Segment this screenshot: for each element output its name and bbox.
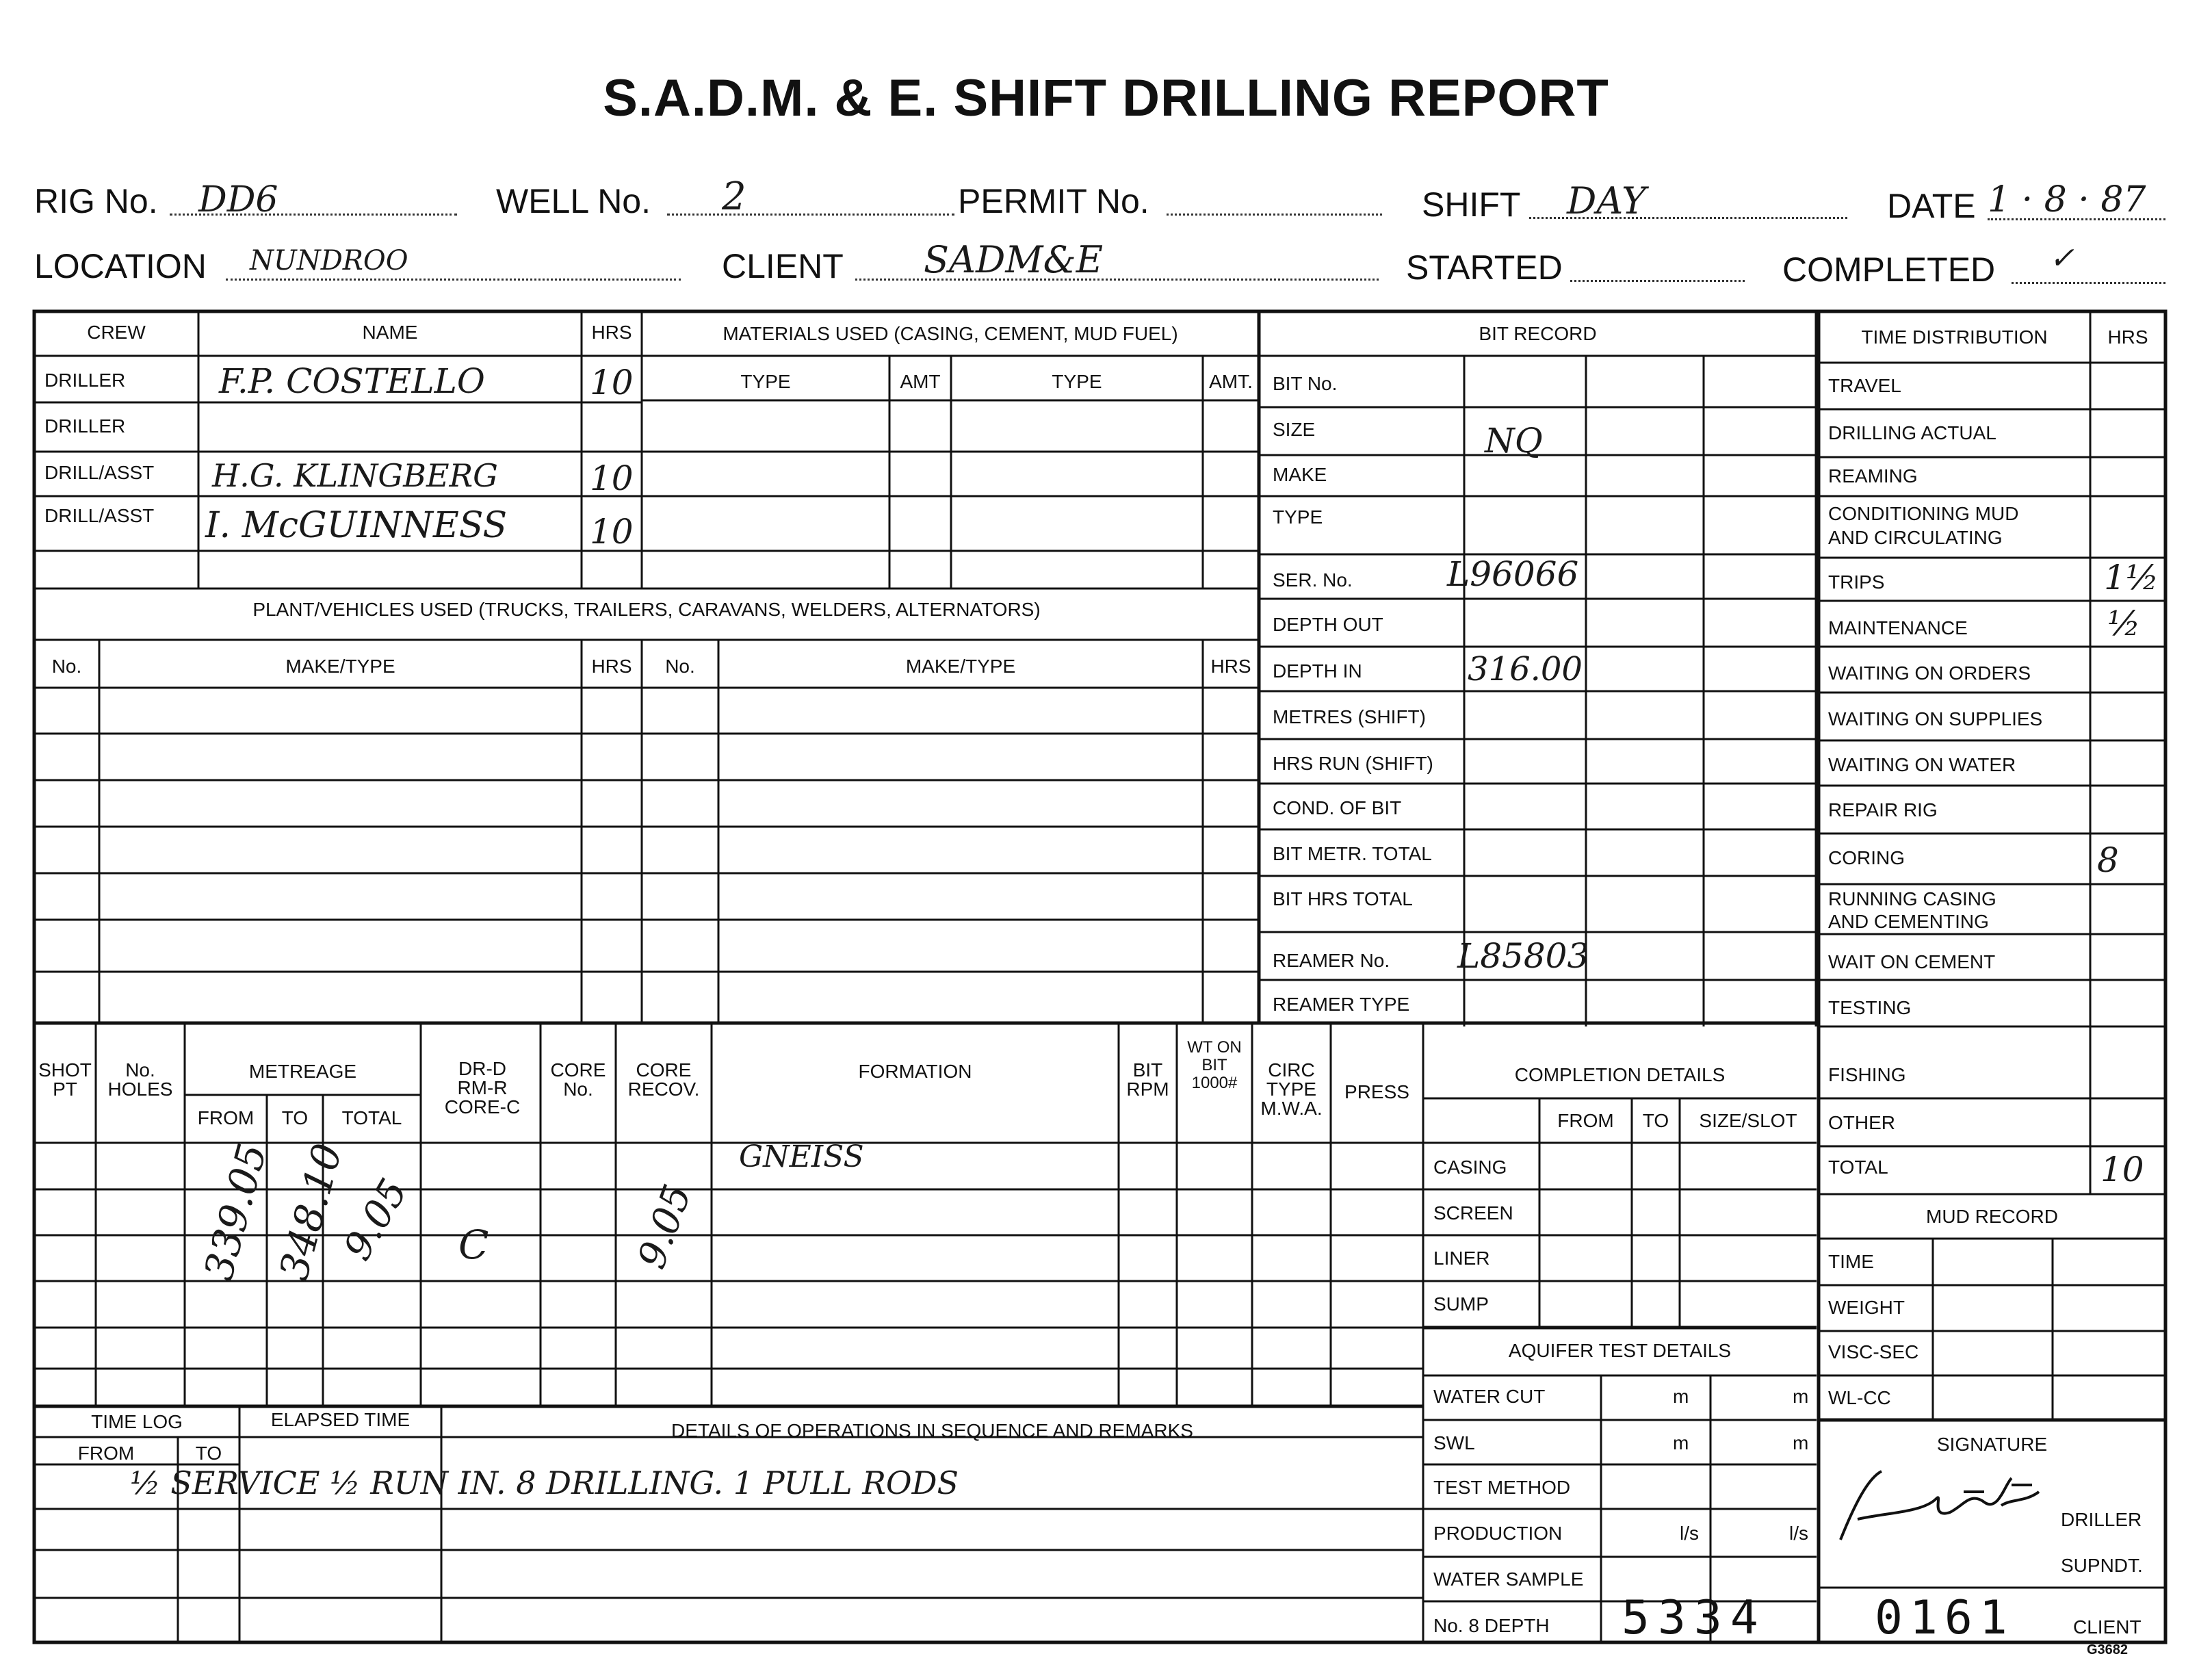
bit-label-cond: COND. OF BIT	[1273, 797, 1402, 818]
mud-visc-sec: VISC-SEC	[1828, 1341, 1919, 1362]
formation-value: GNEISS	[739, 1139, 864, 1174]
completion-sump: SUMP	[1433, 1293, 1489, 1315]
bit-label-reamer-type: REAMER TYPE	[1273, 994, 1410, 1015]
td-repair-rig: REPAIR RIG	[1828, 799, 1938, 820]
mud-wl-cc: WL-CC	[1828, 1387, 1891, 1408]
started-label: STARTED	[1406, 248, 1563, 287]
td-wait-cement: WAIT ON CEMENT	[1828, 951, 1996, 972]
completion-from-header: FROM	[1557, 1110, 1614, 1131]
aquifer-swl: SWL	[1433, 1432, 1475, 1453]
location-value: NUNDROO	[250, 245, 408, 276]
core-recov-header: CORE RECOV.	[627, 1059, 700, 1100]
date-label: DATE	[1887, 187, 1976, 225]
completed-label: COMPLETED	[1782, 250, 1996, 289]
td-travel: TRAVEL	[1828, 375, 1901, 396]
client-value: SADM&E	[924, 238, 1104, 281]
crew-name-1: F.P. COSTELLO	[219, 361, 485, 401]
signature-driller-label: DRILLER	[2061, 1509, 2142, 1530]
operations-heading: DETAILS OF OPERATIONS IN SEQUENCE AND REMARKS	[671, 1420, 1193, 1441]
td-and-cementing: AND CEMENTING	[1828, 911, 1989, 932]
metreage-from-value: 339.05	[195, 1138, 276, 1285]
crew-column-header: CREW	[87, 322, 146, 343]
aquifer-production-unit2: l/s	[1789, 1523, 1808, 1544]
completion-casing: CASING	[1433, 1156, 1507, 1178]
plant-make2-header: MAKE/TYPE	[905, 656, 1016, 677]
aquifer-production-unit1: l/s	[1680, 1523, 1699, 1544]
metreage-to-header: TO	[281, 1107, 309, 1128]
bit-rpm-header: BIT RPM	[1126, 1059, 1169, 1100]
crew-hrs-4: 10	[590, 512, 634, 552]
time-log-from-header: FROM	[77, 1443, 135, 1464]
td-conditioning-mud: CONDITIONING MUD	[1828, 503, 2019, 524]
location-label: LOCATION	[34, 247, 207, 285]
plant-hrs2-header: HRS	[1210, 656, 1251, 677]
crew-hrs-1: 10	[590, 363, 634, 402]
mud-weight: WEIGHT	[1828, 1297, 1905, 1318]
formation-header: FORMATION	[858, 1061, 972, 1082]
aquifer-production: PRODUCTION	[1433, 1523, 1563, 1544]
well-value: 2	[722, 175, 746, 219]
bit-label-depth-in: DEPTH IN	[1273, 660, 1362, 682]
drd-header: DR-D RM-R CORE-C	[444, 1058, 521, 1117]
bit-value-reamer-no: L85803	[1457, 936, 1589, 976]
materials-type-header: TYPE	[740, 371, 791, 392]
aquifer-water-sample: WATER SAMPLE	[1433, 1568, 1584, 1590]
aquifer-test-method: TEST METHOD	[1433, 1477, 1571, 1498]
td-running-casing: RUNNING CASING	[1828, 888, 1996, 909]
bit-label-metres-shift: METRES (SHIFT)	[1273, 706, 1426, 727]
signature-client-label: CLIENT	[2073, 1616, 2142, 1638]
td-trips: TRIPS	[1828, 571, 1885, 593]
completion-size-header: SIZE/SLOT	[1699, 1110, 1797, 1131]
no-holes-header: No. HOLES	[107, 1059, 173, 1100]
td-coring-hrs: 8	[2097, 840, 2119, 880]
name-column-header: NAME	[362, 322, 418, 343]
client-label: CLIENT	[722, 247, 844, 285]
completion-heading: COMPLETION DETAILS	[1514, 1064, 1726, 1085]
crew-hrs-column-header: HRS	[591, 322, 632, 343]
completion-to-header: TO	[1642, 1110, 1669, 1131]
bit-label-type: TYPE	[1273, 506, 1323, 528]
aquifer-water-cut: WATER CUT	[1433, 1386, 1546, 1407]
crew-role-3: DRILL/ASST	[44, 462, 155, 483]
time-log-heading: TIME LOG	[91, 1411, 183, 1432]
time-log-to-header: TO	[195, 1443, 222, 1464]
crew-role-4: DRILL/ASST	[44, 505, 155, 526]
completion-screen: SCREEN	[1433, 1202, 1513, 1224]
time-distribution-hrs-heading: HRS	[2107, 326, 2148, 348]
signature-heading: SIGNATURE	[1936, 1434, 2048, 1455]
metreage-total-value: 9.05	[335, 1172, 417, 1268]
td-maintenance-hrs: ½	[2107, 604, 2141, 643]
aquifer-water-cut-unit1: m	[1673, 1386, 1689, 1407]
shot-pt-header: SHOT PT	[38, 1059, 92, 1100]
bit-record-heading: BIT RECORD	[1479, 323, 1597, 344]
crew-role-1: DRILLER	[44, 370, 126, 391]
mud-record-heading: MUD RECORD	[1926, 1206, 2058, 1227]
td-testing: TESTING	[1828, 997, 1912, 1018]
crew-role-2: DRILLER	[44, 415, 126, 437]
bit-value-depth-in: 316.00	[1468, 650, 1583, 688]
circ-type-header: CIRC TYPE M.W.A.	[1260, 1059, 1323, 1119]
core-no-header: CORE No.	[550, 1059, 606, 1100]
well-label: WELL No.	[496, 182, 651, 220]
metreage-from-header: FROM	[197, 1107, 255, 1128]
bit-label-hrs-run: HRS RUN (SHIFT)	[1273, 753, 1433, 774]
td-reaming: REAMING	[1828, 465, 1918, 487]
signature-supndt-label: SUPNDT.	[2061, 1555, 2143, 1576]
td-drilling-actual: DRILLING ACTUAL	[1828, 422, 1996, 443]
serial-number-right: 0161	[1875, 1591, 2014, 1645]
bit-value-ser-no: L96066	[1447, 554, 1579, 594]
td-other: OTHER	[1828, 1112, 1895, 1133]
bit-label-bit-no: BIT No.	[1273, 373, 1338, 394]
page-title: S.A.D.M. & E. SHIFT DRILLING REPORT	[603, 69, 1609, 127]
completion-liner: LINER	[1433, 1248, 1490, 1269]
td-trips-hrs: 1½	[2104, 558, 2159, 597]
td-waiting-orders: WAITING ON ORDERS	[1828, 662, 2031, 684]
bit-label-hrs-total: BIT HRS TOTAL	[1273, 888, 1413, 909]
form-code: G3682	[2087, 1642, 2129, 1657]
materials-type2-header: TYPE	[1052, 371, 1102, 392]
metreage-total-header: TOTAL	[341, 1107, 402, 1128]
time-distribution-heading: TIME DISTRIBUTION	[1861, 326, 2048, 348]
rig-label: RIG No.	[34, 182, 158, 220]
aquifer-swl-unit2: m	[1793, 1432, 1809, 1453]
completed-value: ✓	[2049, 241, 2074, 276]
plant-no2-header: No.	[665, 656, 695, 677]
permit-label: PERMIT No.	[958, 182, 1149, 220]
td-and-circulating: AND CIRCULATING	[1828, 527, 2003, 548]
shift-label: SHIFT	[1422, 185, 1521, 224]
td-total: TOTAL	[1828, 1156, 1888, 1178]
td-maintenance: MAINTENANCE	[1828, 617, 1968, 638]
driller-signature	[1827, 1464, 2059, 1547]
bit-value-size: NQ	[1485, 421, 1543, 461]
drd-value: C	[458, 1222, 489, 1268]
plant-make-header: MAKE/TYPE	[285, 656, 395, 677]
metreage-heading: METREAGE	[248, 1061, 357, 1082]
plant-hrs-header: HRS	[591, 656, 632, 677]
td-total-hrs: 10	[2100, 1150, 2144, 1189]
td-fishing: FISHING	[1828, 1064, 1906, 1085]
materials-heading: MATERIALS USED (CASING, CEMENT, MUD FUEL)	[723, 323, 1178, 344]
date-value: 1 · 8 · 87	[1988, 179, 2146, 220]
operations-entry: ½ SERVICE ½ RUN IN. 8 DRILLING. 1 PULL RODS	[130, 1464, 959, 1501]
crew-hrs-3: 10	[590, 458, 634, 498]
serial-number-left: 5334	[1622, 1591, 1767, 1645]
bit-label-ser-no: SER. No.	[1273, 569, 1353, 591]
plant-heading: PLANT/VEHICLES USED (TRUCKS, TRAILERS, CARAVANS, WELDERS, ALTERNATORS)	[252, 599, 1041, 620]
td-coring: CORING	[1828, 847, 1905, 868]
td-waiting-water: WAITING ON WATER	[1828, 754, 2016, 775]
core-recov-value: 9.05	[629, 1178, 701, 1275]
aquifer-swl-unit1: m	[1673, 1432, 1689, 1453]
rig-value: DD6	[198, 179, 278, 220]
bit-label-size: SIZE	[1273, 419, 1316, 440]
td-waiting-supplies: WAITING ON SUPPLIES	[1828, 708, 2043, 729]
materials-amt-header: AMT	[900, 371, 941, 392]
plant-no-header: No.	[51, 656, 82, 677]
materials-amt2-header: AMT.	[1209, 371, 1253, 392]
metreage-to-value: 348.10	[270, 1138, 352, 1285]
bit-label-make: MAKE	[1273, 464, 1327, 485]
bit-label-metr-total: BIT METR. TOTAL	[1273, 843, 1432, 864]
mud-time: TIME	[1828, 1251, 1874, 1272]
shift-value: DAY	[1567, 179, 1646, 222]
elapsed-time-heading: ELAPSED TIME	[270, 1409, 411, 1430]
bit-label-reamer-no: REAMER No.	[1273, 950, 1390, 971]
press-header: PRESS	[1344, 1081, 1409, 1102]
aquifer-no8-depth: No. 8 DEPTH	[1433, 1615, 1550, 1636]
crew-name-4: I. McGUINNESS	[205, 505, 508, 546]
crew-name-3: H.G. KLINGBERG	[212, 457, 498, 494]
bit-label-depth-out: DEPTH OUT	[1273, 614, 1383, 635]
aquifer-heading: AQUIFER TEST DETAILS	[1508, 1340, 1732, 1361]
aquifer-water-cut-unit2: m	[1793, 1386, 1809, 1407]
wt-on-bit-header: WT ON BIT 1000#	[1187, 1038, 1242, 1092]
